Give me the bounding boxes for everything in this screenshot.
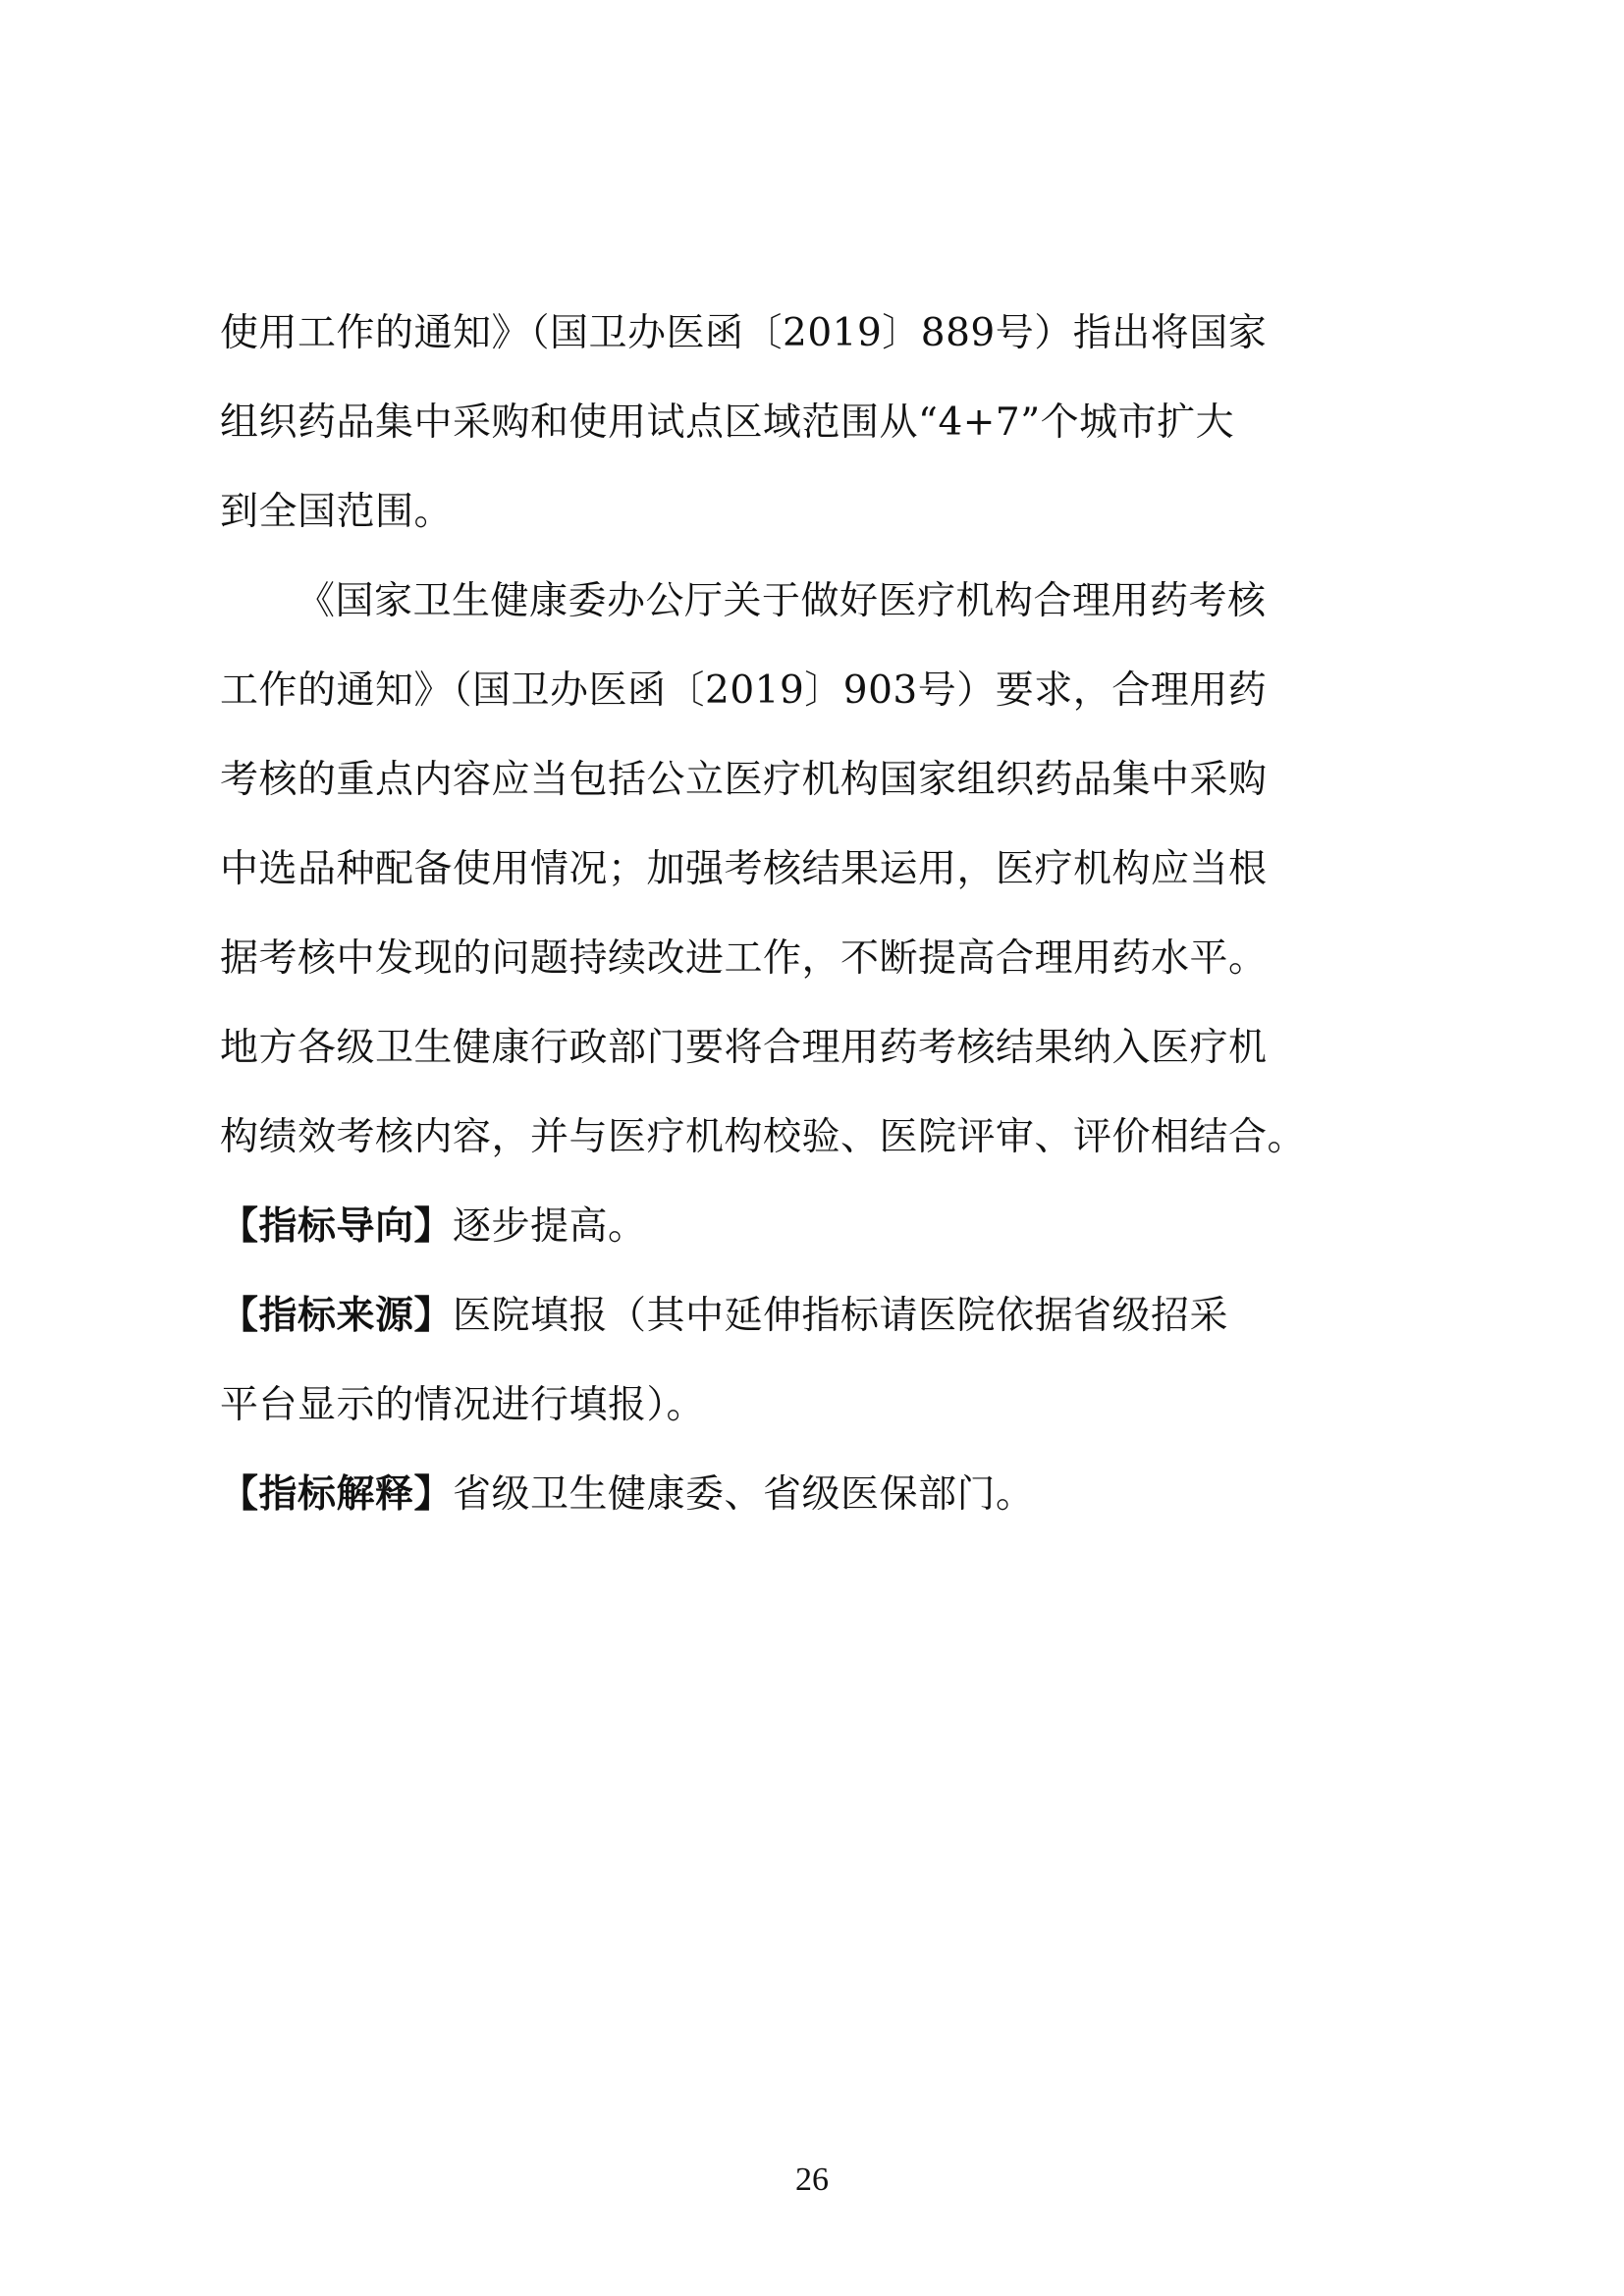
paragraph1-line1: 使用工作的通知》（国卫办医函〔2019〕889号）指出将国家 — [220, 311, 1268, 355]
indicator-source — [220, 1287, 1228, 1346]
indicator-source-line2: 平台显示的情况进行填报）。 — [220, 1383, 706, 1427]
paragraph2-line5: 据考核中发现的问题持续改进工作，不断提高合理用药水平。 — [220, 936, 1268, 981]
indicator-source-text: 医院填报（其中延伸指标请医院依据省级招采 — [453, 1294, 1229, 1338]
paragraph2-line4: 中选品种配备使用情况；加强考核结果运用，医疗机构应当根 — [220, 847, 1268, 891]
indicator-direction — [220, 1198, 647, 1256]
paragraph2-line2: 工作的通知》（国卫办医函〔2019〕903号）要求，合理用药 — [220, 668, 1268, 713]
indicator-explanation — [220, 1466, 1035, 1524]
indicator-explanation-text: 省级卫生健康委、省级医保部门。 — [453, 1472, 1035, 1517]
paragraph2-line3: 考核的重点内容应当包括公立医疗机构国家组织药品集中采购 — [220, 758, 1268, 802]
indicator-direction-text: 逐步提高。 — [453, 1204, 647, 1249]
indicator-explanation-label: 【指标解释】 — [220, 1472, 454, 1517]
indicator-direction-label: 【指标导向】 — [220, 1204, 454, 1249]
paragraph2-line1: 《国家卫生健康委办公厅关于做好医疗机构合理用药考核 — [297, 579, 1267, 623]
paragraph2-line7: 构绩效考核内容，并与医疗机构校验、医院评审、评价相结合。 — [220, 1115, 1307, 1159]
indicator-source-label: 【指标来源】 — [220, 1294, 454, 1338]
paragraph2-line6: 地方各级卫生健康行政部门要将合理用药考核结果纳入医疗机 — [220, 1026, 1268, 1070]
paragraph1-line3: 到全国范围。 — [220, 490, 454, 534]
page-number: 26 — [795, 2162, 829, 2198]
paragraph1-line2: 组织药品集中采购和使用试点区域范围从“4+7”个城市扩大 — [220, 400, 1235, 445]
